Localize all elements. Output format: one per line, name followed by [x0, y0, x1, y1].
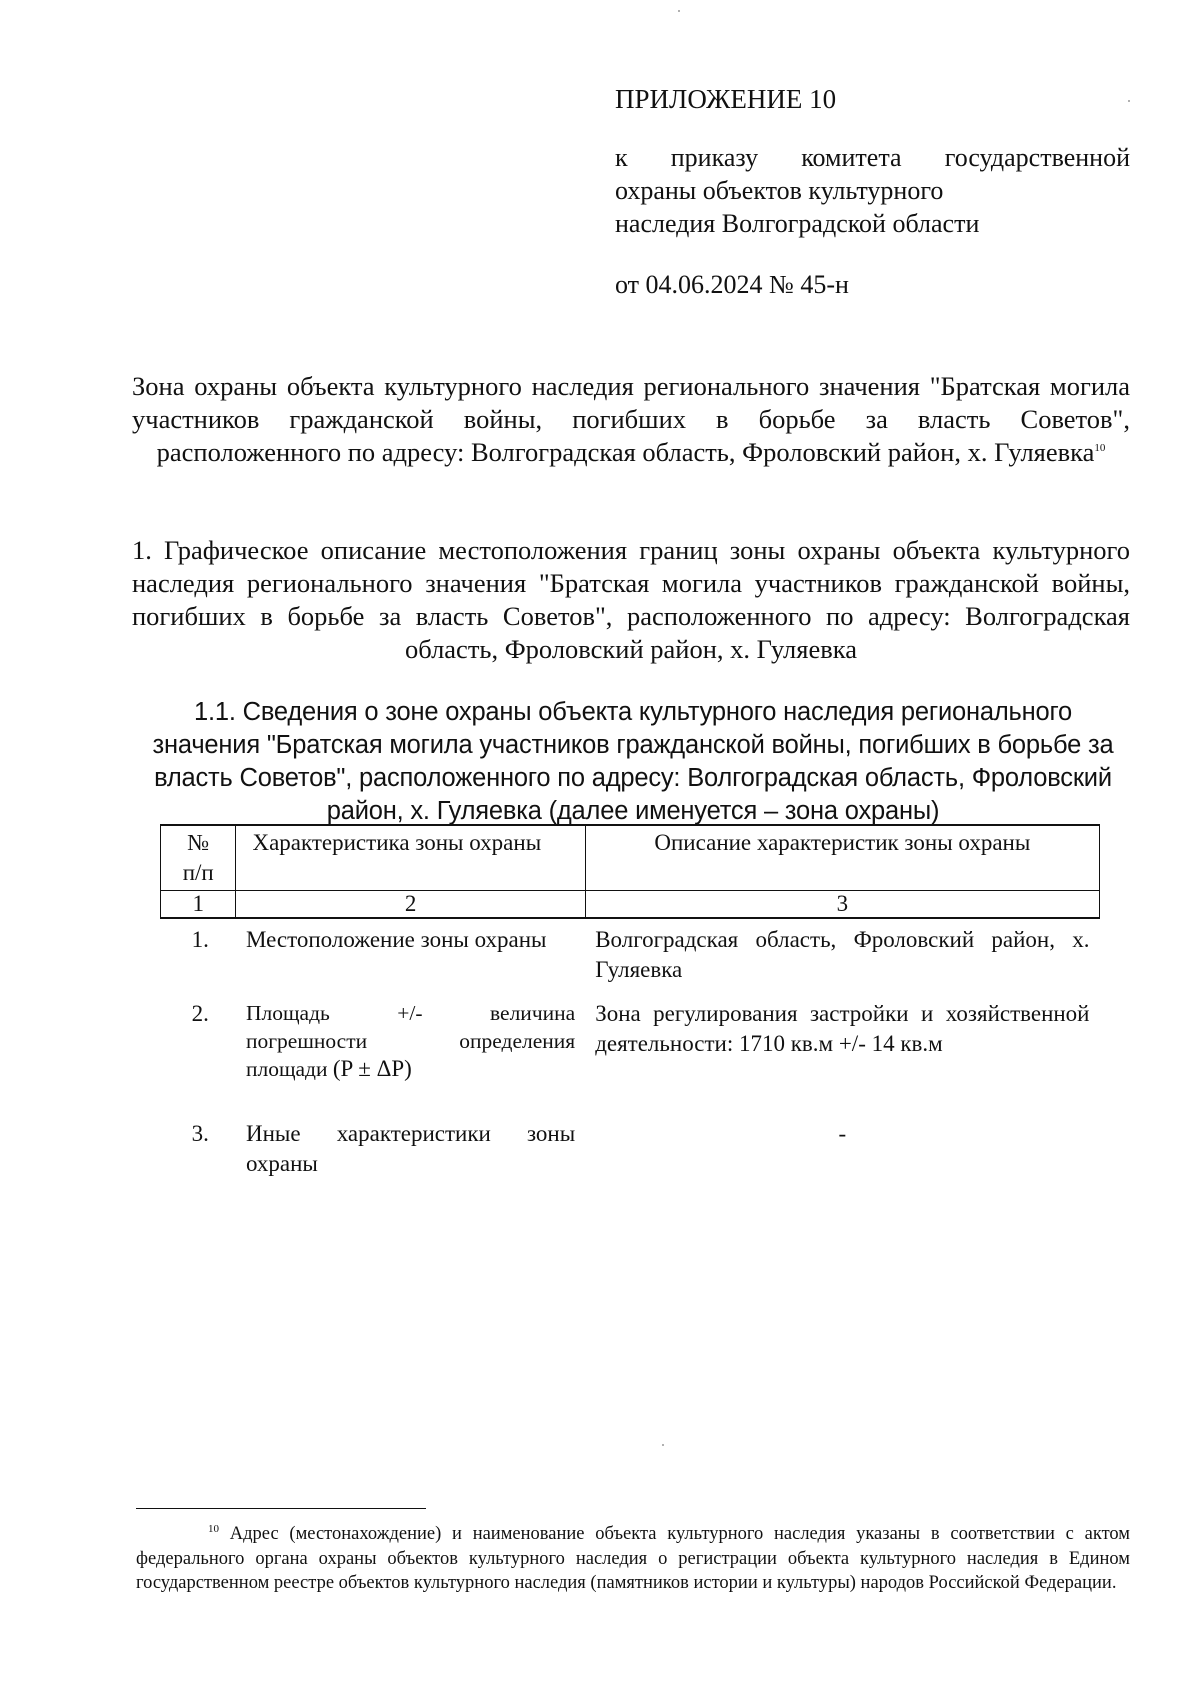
- section-1-1-line-2: значения "Братская могила участников гражданской войны, погибших в борьбе за: [152, 731, 1114, 759]
- appendix-title: ПРИЛОЖЕНИЕ 10: [615, 84, 837, 114]
- footnote-text: Адрес (местонахождение) и наименование объекта культурного наследия указаны в соответствии с актом федерального органа охраны объектов культурного наследия о регистрации объекта культурного наследия в Едином государственном реестре объектов культурного наследия (памятников истории и культуры) народов Российской Федерации.: [136, 1524, 1131, 1593]
- column-number-1: 1: [161, 891, 236, 919]
- section-1-1-line-3: власть Советов", расположенного по адресу: Волгоградская область, Фроловский: [154, 764, 1112, 792]
- row-number: 1.: [191, 927, 209, 952]
- order-date: от 04.06.2024 № 45-н: [615, 270, 849, 299]
- row-number: 3.: [191, 1121, 209, 1146]
- order-reference: [615, 141, 1130, 240]
- row-description: Волгоградская область, Фроловский район, х. Гуляевка: [595, 927, 1090, 982]
- scan-speck: [1128, 100, 1130, 102]
- order-reference-line-1: к приказу комитета государственной: [615, 143, 1130, 172]
- area-formula: (P ± ΔP): [332, 1056, 412, 1081]
- section-1-heading: 1. Графическое описание местоположения границ зоны охраны объекта культурного наследия регионального значения "Братская могила участников гражданской войны, погибших в борьбе за власть Советов", расположенного по адресу: Волгоградская область, Фроловский район, х. Гуляевка: [132, 535, 1130, 664]
- section-1-1-heading: [138, 696, 1128, 828]
- header-characteristic: Характеристика зоны охраны: [236, 825, 585, 891]
- footnote-separator: [136, 1508, 426, 1509]
- table-header-row: [161, 825, 1100, 891]
- section-1-1-line-4: район, х. Гуляевка (далее именуется – зона охраны): [326, 797, 940, 825]
- row-description: Зона регулирования застройки и хозяйственной деятельности: 1710 кв.м +/- 14 кв.м: [595, 1001, 1090, 1056]
- section-1-1-line-1: 1.1. Сведения о зоне охраны объекта культурного наследия регионального: [194, 698, 1072, 726]
- column-number-2: 2: [236, 891, 585, 919]
- row-characteristic: [236, 997, 585, 1117]
- order-reference-line-2: охраны объектов культурного: [615, 176, 944, 205]
- table-row: [161, 1117, 1100, 1179]
- column-number-3: 3: [585, 891, 1099, 919]
- row-characteristic: Иные характеристики зоны охраны: [245, 1121, 576, 1176]
- row-characteristic-text: Площадь +/- величина погрешности определения площади: [245, 1001, 576, 1081]
- header-number: [161, 825, 236, 891]
- footnote-number: 10: [208, 1522, 219, 1535]
- header-description: Описание характеристик зоны охраны: [585, 825, 1099, 891]
- row-number: 2.: [191, 1001, 209, 1026]
- footnote-reference: 10: [1094, 442, 1106, 455]
- row-description: -: [838, 1121, 847, 1146]
- table-column-numbers-row: [161, 891, 1100, 919]
- table-row: [161, 997, 1100, 1117]
- zone-info-table: [160, 824, 1100, 1179]
- zone-title: [132, 370, 1130, 469]
- zone-title-text: Зона охраны объекта культурного наследия регионального значения "Братская могила участников гражданской войны, погибших в борьбе за власть Советов", расположенного по адресу: Волгоградская область, Фроловский район, х. Гуляевка: [132, 371, 1130, 467]
- scan-speck: [678, 10, 680, 12]
- footnote: [136, 1522, 1130, 1596]
- scan-speck: [662, 1444, 664, 1446]
- header-number-symbol: №: [187, 830, 210, 855]
- row-characteristic: Местоположение зоны охраны: [245, 927, 547, 952]
- order-reference-line-3: наследия Волгоградской области: [615, 209, 980, 238]
- table-row: [161, 918, 1100, 997]
- header-number-abbr: п/п: [182, 860, 214, 885]
